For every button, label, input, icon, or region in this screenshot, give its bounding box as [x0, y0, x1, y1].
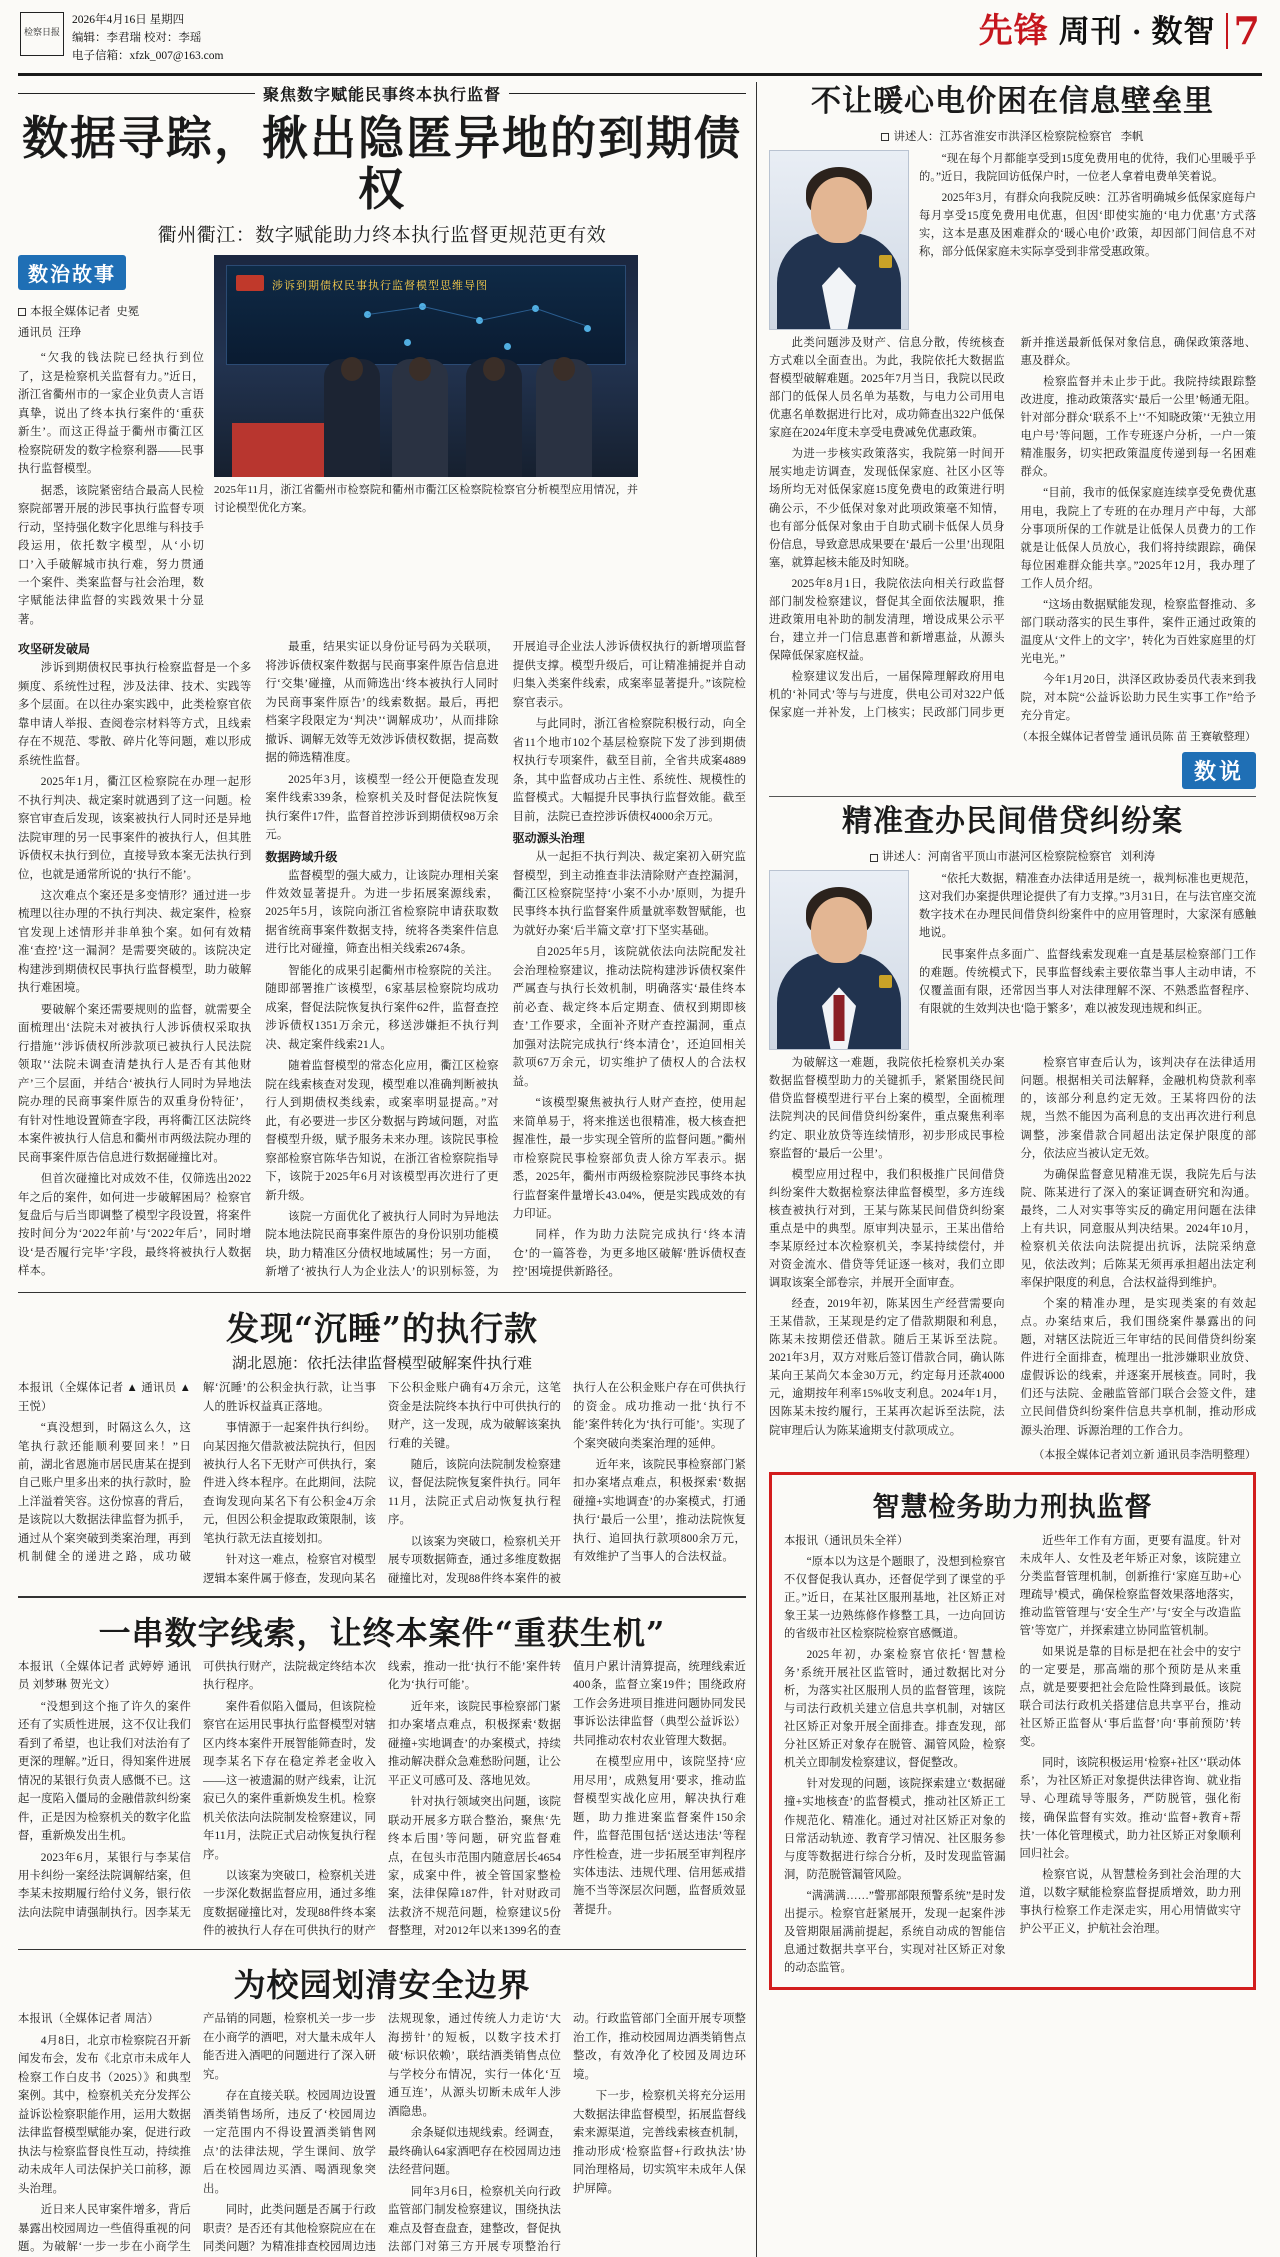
reporter-label: 本报全媒体记者: [30, 305, 111, 318]
lead-story-left: [18, 255, 204, 632]
paragraph: “原本以为这是个题眼了，没想到检察官不仅督促我认真办，还督促学到了课堂的乎正。”近日，在某社区服刑基地，社区矫正对象王某一边熟练修作修整工具，一边向回访的省级市社区检察院检察官感慨道。: [784, 1555, 1006, 1640]
right-article1-lead: [919, 150, 1256, 330]
brand-name-red: 先锋: [978, 11, 1049, 51]
right-article1-body: [769, 334, 1256, 725]
paragraph: 从一起拒不执行判决、裁定案初入研究监督模型，到主动推查非法清除财产查控漏洞，衢江区检察院坚持‘小案不小办’原则，为提升民事终本执行监督案件质量就率数智赋能，也为就好办案‘后半篇文章’打下坚实基础。: [512, 851, 746, 937]
redbox-byline: 本报讯（通讯员朱全祥）: [784, 1534, 909, 1547]
story4-headline: 为校园划清安全边界: [233, 1966, 531, 2005]
paragraph: 如果说是靠的目标是把在社会中的安宁的一定要是，那高端的那个预防是从来重点，就是要要把社会危险性降到最低。该院联合司法行政机关搭建信息共享平台，推动社区矫正监督从‘事后监督’向‘事前预防’转变。: [1019, 1645, 1241, 1749]
editor-credit: 编辑：李君瑞 校对：李瑶: [72, 31, 202, 44]
story2-subheadline: 湖北恩施：依托法律监督模型破解案件执行难: [231, 1356, 532, 1373]
portrait-tie: [834, 995, 845, 1041]
lead-body-columns: [18, 638, 746, 1283]
portrait-head: [811, 897, 867, 963]
portrait-badge-icon: [879, 975, 892, 988]
story-campus-safety: [18, 1960, 746, 2256]
paragraph: 2025年1月，衢江区检察院在办理一起形不执行判决、裁定案时就遇到了这一问题。检察官审查后发现，该案被执行人同时还是异地法院审理的另一民事案件的被执行人，但其胜诉债权未执行到位，直接导致本案无法执行到位，也就是通常所说的‘执行不能’。: [18, 776, 252, 881]
right-article1-speaker: [769, 128, 1256, 144]
story3-byline: 本报讯（全媒体记者 武婷婷 通讯员 刘梦琳 贺光文）: [18, 1660, 191, 1692]
graph-node-icon: [584, 325, 591, 332]
paragraph: 同时，该院积极运用‘检察+社区’‘联动体系’，为社区矫正对象提供法律咨询、就业指导、心理疏导等服务，严防脱管，强化衔接，确保监督有实效。推动‘监督+教育+帮扶’一体化管理模式，助力社区矫正对象顺利回归社会。: [1019, 1757, 1241, 1860]
bullet-square-icon: [870, 854, 878, 862]
paragraph: “现在每个月都能享受到15度免费用电的优待，我们心里暖乎乎的。”近日，我院回访低保户时，一位老人拿着电费单笑着说。: [919, 152, 1256, 183]
lead-subheadline: 衢州衢江：数字赋能助力终本执行监督更规范更有效: [157, 224, 607, 246]
paragraph: 检察官说，从智慧检务到社会治理的大道，以数字赋能检察监督提质增效，助力刑事执行检察工作走深走实，用心用情做实守护公平正义，护航社会治理。: [1019, 1868, 1241, 1935]
correspondent-label: 通讯员: [18, 326, 53, 339]
story-number-clues: [18, 1608, 746, 1941]
lead-sub-kicker: 攻坚研发破局: [18, 642, 91, 657]
photo-person: [536, 359, 592, 477]
right-article1-top: [769, 150, 1256, 330]
graph-node-icon: [404, 339, 411, 346]
story2-byline: 本报讯（全媒体记者 ▲ 通讯员 ▲ 王悦）: [18, 1382, 191, 1413]
person-head: [409, 357, 431, 381]
paragraph: 与此同时，浙江省检察院积极行动，向全省11个地市102个基层检察院下发了涉到期债权执行专项案件，截至目前，全省共成案4889条，其中监督成功占主性、系统性、规模性的监督模式。大幅提升民事执行监督效能。截至目前，法院已查控涉诉债权4000余万元。: [512, 718, 746, 823]
section-banner: [18, 82, 746, 105]
paragraph: 2025年初，办案检察官依托‘智慧检务’系统开展社区监管时，通过数据比对分析，为落实社区服刑人员的监督管理，该院与司法行政机关建立信息共享机制，对辖区社区矫正对象开展全面排查。排查发现，部分社区矫正对象存在脱管、漏管风险，检察机关立即制发检察建议，督促整改。: [784, 1648, 1006, 1770]
shuoshuo-badge: 数说: [1182, 752, 1256, 789]
paragraph: 监督模型的强大威力，让该院办理相关案件效效显著提升。为进一步拓展案源线索，2025年5月，该院向浙江省检察院申请获取数据省统商事案件数据支持，统将各类案件信息进行比对碰撞，筛查出相关线索2674条。: [265, 869, 499, 956]
paragraph: 该院一方面优化了被执行人同时为异地法院本地法院民商事案件原告的身份识别功能模块，助力精准区分债权地域属性；另一方面，新增了‘被执行人为企业法人’的识别标签，为开展追寻企业法人涉诉债权执行的新增项监督提供支撑。模型升级后，可让精准捕捉并自动归集入类案件线索，成案率显著提升。”该院检察官表示。: [265, 641, 746, 1279]
story-divider: [18, 1949, 746, 1951]
banner-text: 聚焦数字赋能民事终本执行监督: [263, 86, 502, 104]
paragraph: 2025年3月，有群众向我院反映：江苏省明确城乡低保家庭每户每月享受15度免费用电优惠，但因‘即使实施的‘电力优惠’方式落实，这本是惠及困难群众的‘暖心电价’政策，却因部门间信息不对称，部分低保家庭未实际享受到非常受惠政策。: [919, 192, 1256, 259]
paragraph: 为破解这一难题，我院依托检察机关办案数据监督模型助力的关键抓手，紧紧围绕民间借贷监督模型进行平台上案的模型，全面梳理法院判决的民间借贷纠纷案件，重点聚焦利率约定、职业放贷等连续情形，初步形成民事检察监督的‘最后一公里’。: [769, 1057, 1005, 1160]
speaker-portrait: [769, 150, 909, 330]
masthead-right: [978, 8, 1260, 53]
paragraph: 事情源于一起案件执行纠纷。向某因拖欠借款被法院执行，但因被执行人名下无财产可供执行，案件进入终本程序。在此期间，法院查询发现向某名下有公积金4万余元，但因公积金提取政策限制，该笔执行款无法直接划扣。: [203, 1422, 376, 1545]
paragraph: 但首次碰撞比对成效不佳，仅筛选出2022年之后的案件，如何进一步破解困局？检察官复盘后与后当即调整了模型字段设置，将案件按时间分为‘2022年前’与‘2022年后’，同时增设‘是否履行完毕’字段，最终将被执行人数据样本。: [18, 1173, 252, 1278]
paragraph: 涉诉到期债权民事执行检察监督是一个多频度、系统性过程，涉及法律、技术、实践等多个层面。在以往办案实践中，此类检察官依靠申请人举报、查阅卷宗材料等方式，且线索存在不规范、零散、碎片化等问题，难以形成系统性监督。: [18, 662, 252, 767]
page-grid: [14, 82, 1266, 2257]
paragraph: 随后，该院向法院制发检察建议，督促法院恢复案件执行。同年11月，法院正式启动恢复执行程序。: [388, 1458, 561, 1527]
paragraph: 2023年6月，某银行与李某信用卡纠纷一案经法院调解结案，但李某未按期履行给付义务，银行依法向法院申请强制执行。因李某无可供执行财产，法院裁定终结本次执行程序。: [18, 1660, 376, 1919]
right-article2-speaker: [769, 848, 1256, 864]
photo-person: [324, 359, 380, 477]
masthead-rule: [18, 73, 1262, 76]
paragraph: 近日来人民审案件增多，背后暴露出校园周边一些值得重视的问题。为破解‘一步一步在小商学生产品销的同题，检察机关一步一步在小商学的酒吧，对大量未成年人能否进入酒吧的问题进行了深入研究。: [18, 2013, 376, 2254]
paragraph: 自2025年5月，该院就依法向法院配发社会治理检察建议，推动法院构建涉诉债权案件严属查与执行长效机制，明确落实‘最佳终本前必查、裁定终本后定期查、债权到期即核查’工作要求，全面补齐财产查控漏洞，重点加强对法院完成执行‘终本清仓’，还迫回相关款项67万余元，切实维护了债权人的合法权益。: [512, 946, 746, 1088]
email-line: 电子信箱：xfzk_007@163.com: [72, 49, 224, 62]
paragraph: 2025年3月，该模型一经公开便隐查发现案件线索339条，检察机关及时督促法院恢复执行案件17件，监督首控涉诉到期债权98万余元。: [265, 773, 499, 842]
paragraph: 模型应用过程中，我们积极推广民间借贷纠纷案件大数据检察法律监督模型，多方连线核查被执行对到，王某与陈某民间借贷纠纷案重点是中的典型。原审判决显示，王某出借给李某原经过本次检察机关，李某持续偿付，并对资金流水、借贷等凭证逐一核对，我们立即调取该案全部卷宗，并展开全面审查。: [769, 1168, 1005, 1289]
portrait-head: [811, 177, 867, 243]
paragraph: 这次难点个案还是多变情形？通过进一步梳理以往办理的不执行判决、裁定案件，检察官发现上述情形并非单独个案。如何有效精准‘查控’这一漏洞？是需要突破的。该院决定构建涉到期债权民事执行监督模型，助力破解执行难困境。: [18, 890, 252, 995]
paragraph: 4月8日，北京市检察院召开新闻发布会，发布《北京市未成年人检察工作白皮书（2025）》和典型案例。其中，检察机关充分发挥公益诉讼检察职能作用，运用大数据法律监督模型赋能办案，促进行政执法与检察监督良性互动，持续推动未成年人司法保护关口前移，源头治理。: [18, 2034, 191, 2195]
banner-rule-left: [18, 93, 255, 95]
lead-headline: 数据寻踪，揪出隐匿异地的到期债权: [22, 110, 742, 217]
right-article2-headline: 精准查办民间借贷纠纷案: [842, 804, 1183, 840]
paragraph: 最重，结果实证以身份证号码为关联项，将涉诉债权案件数据与民商事案件原告信息进行‘交集’碰撞，从而筛选出‘终本被执行人同时为民商事案件原告’的线索数据。最后，再把档案字段限定为‘判决’‘调解成功’，从而排除撤诉、调解无效等无效涉诉债权数据，提高数据的筛选精准度。: [265, 641, 499, 765]
paragraph: 检察建议发出后，一届保障理解政府用电机的‘补同式’等与与进度，供电公司对322户低保家庭一并补发，上门核实；民政部门同步更新并推送最新低保对象信息，确保政策落地、惠及群众。: [769, 336, 1256, 720]
paragraph: 案件看似陷入僵局，但该院检察官在运用民事执行监督模型对辖区内终本案件开展智能筛查时，发现李某名下存在稳定养老金收入——这一被遗漏的财产线索，让沉寂已久的案件重新焕发生机。检察机关依法向法院制发检察建议，同年11月，法院正式启动恢复执行程序。: [203, 1700, 376, 1861]
bullet-square-icon: [881, 133, 889, 141]
paragraph: 据悉，该院紧密结合最高人民检察院部署开展的涉民事执行监督专项行动，坚持强化数字化思维与科技手段运用，依托数字模型，从‘小切口’入手破解城市执行难，努力贯通一个案件、类案监督与社会治理，数字赋能法律监督的实践效果十分显著。: [18, 484, 204, 626]
paragraph: “目前，我市的低保家庭连续享受免费优惠用电，我院上了专班的在办理月产中每，大部分事项所保的工作就是让低保人员费力的工作就是让低保人员放心，我们将持续跟踪，确保每位困难群众能共享。”2025年12月，我办理了工作人员介绍。: [1020, 487, 1256, 590]
story4-body: [18, 2010, 746, 2256]
paragraph: 为进一步核实政策落实，我院第一时间开展实地走访调查，发现低保家庭、社区小区等场所均无对低保家庭15度免费电的政策进行明确公示，不少低保对象对此项政策毫不知情，也有部分低保对象由于自助式刷卡低保人员身份信息，导致意思成果要在‘最后一公里’出现阻塞，就算起核未能及时知晓。: [769, 448, 1005, 569]
right-divider: [769, 796, 1256, 797]
paragraph: 以该案为突破口，检察机关开展专项数据筛查，通过多维度数据碰撞比对，发现88件终本案件的被执行人在公积金账户存在可供执行的资金。成功推动一批‘执行不能’案件转化为‘执行可能’。实现了个案突破向类案治理的延伸。: [388, 1382, 746, 1585]
page-number-rule: [1226, 13, 1228, 49]
speaker-portrait: [769, 870, 909, 1050]
paragraph: 存在直接关联。校园周边设置酒类销售场所，违反了‘校园周边一定范围内不得设置酒类销售网点’的法律法规，学生课间、放学后在校园周边买酒、喝酒现象突出。: [203, 2090, 376, 2195]
banner-rule-right: [509, 93, 746, 95]
paragraph: 检察监督并未止步于此。我院持续跟踪整改进度，推动政策落实‘最后一公里’畅通无阻。针对部分群众‘联系不上’‘不知晓政策’‘无独立用电户号’等问题，工作专班逐户分析，一户一策精准服务，切实把政策温度传递到每一名困难群众。: [1020, 376, 1256, 479]
paragraph: “真没想到，时隔这么久，这笔执行款还能顺利要回来！”日前，湖北省恩施市居民唐某在提到自己账户里多出来的执行款时，脸上洋溢着笑容。这份惊喜的背后，是该院以大数据法律监督为抓手，通过从个案突破到类案治理，再到机制健全的递进之路，成功破解‘沉睡’的公积金执行款，让当事人的胜诉权益真正落地。: [18, 1382, 376, 1564]
highlight-box: [769, 1472, 1256, 1991]
person-head: [483, 357, 505, 381]
paragraph: 经查，2019年初，陈某因生产经营需要向王某借款，王某现是约定了借款期限和利息，陈某未按期偿还借款。随后王某诉至法院。2021年3月，双方对账后签订借款合同，确认陈某向王某尚欠本金30万元，约定每月还款4000元，逾期按年利率15%收支利息。2024年1月，因陈某未按约履行，王某再次起诉至法院，法院审理后认为陈某逾期支付款项成立。: [769, 1298, 1005, 1437]
main-column: [18, 82, 746, 2257]
paragraph: 近些年工作有方面，更要有温度。针对未成年人、女性及老年矫正对象，该院建立分类监督管理机制，创新推行‘家庭互助+心理疏导’模式，确保检察监督效果落地落实，推动监管管理与‘安全生产’与‘安全与改造监管’等宽广，并探索建立协同监管机制。: [1019, 1534, 1241, 1637]
lead-story-top: [18, 255, 746, 632]
paragraph: 针对这一难点，检察官对模型逻辑本案件属于修查，发现向某名下公积金账户确有4万余元，这笔资金是法院终本执行中可供执行的财产，这一发现，成为破解该案执行难的关键。: [203, 1382, 561, 1585]
story3-headline: 一串数字线索，让终本案件“重获生机”: [98, 1613, 666, 1652]
story2-body: [18, 1379, 746, 1588]
paragraph: 近年来，该院民事检察部门紧扣办案堵点难点，积极探索‘数据碰撞+实地调查’的办案模式，持续推动解决群众急难愁盼问题，让公平正义可感可及、落地见效。: [388, 1700, 561, 1787]
paragraph: 针对发现的问题，该院探索建立‘数据碰撞+实地核查’的监督模式，推动社区矫正工作规范化、精准化。通过对社区矫正对象的日常活动轨迹、教育学习情况、社区服务参与度等数据进行综合分析，及时发现监管漏洞，防范脱管漏管风险。: [784, 1778, 1006, 1881]
page-number-wrap: [1226, 8, 1260, 53]
paragraph: “该模型聚焦被执行人财产查控，使用起来简单易于，将来推送也很精准，极大核查把握准性，最一步实现全管所的监督问题。”衢州市检察院民事检察部负责人徐方军表示。据悉，2025年，衢州市两级检察院涉民事终本执行监督案件量增长43.04%，便是实践成效的有力印证。: [512, 1097, 746, 1220]
story3-body: [18, 1658, 746, 1941]
right-article2-sign: （本报全媒体记者刘立新 通讯员李浩明整理）: [1033, 1448, 1256, 1461]
paragraph: 以该案为突破口，检察机关进一步深化数据监督应用，通过多维度数据碰撞比对，发现88件终本案件的被执行人存在可供执行的财产线索，推动一批‘执行不能’案件转化为‘执行可能’。: [203, 1660, 561, 1938]
paragraph: 智能化的成果引起衢州市检察院的关注。随即部署推广该模型，6家基层检察院均成功成案，督促法院恢复执行案件62件，监督查控涉诉债权1351万余元，移送涉嫌拒不执行判决、裁定案件线索21人。: [265, 964, 499, 1051]
correspondent-name: 汪琤: [58, 326, 82, 339]
speaker-label: 讲述人：河南省平顶山市湛河区检察院检察官: [881, 851, 1112, 864]
paragraph: 针对执行领域突出问题，该院联动开展多方联合整治，聚焦‘先终本后围’等问题，研究监督难点，在包头市范围内随意居长4654家，成案中件，被全管国家整检案，法律保障187件，针对财政司法救济不规范问题，检察建议5份督整理，对2012年以来1399名的查值月户累计清算提高，统理线索近400条，监督立案19件；围绕政府工作会务进项目推进问题协同发民事诉讼法律监督（典型公益诉讼）共同推动农村农业管理大数据。: [388, 1660, 746, 1938]
story4-byline: 本报讯（全媒体记者 周洁）: [18, 2013, 159, 2026]
paragraph: “没想到这个拖了许久的案件还有了实质性进展，这不仅让我们看到了希望，也让我们对法治有了更深的理解。”近日，得知案件进展情况的某银行负责人感慨不已。这起一度陷入僵局的金融借款纠纷案件，正是因为检察机关的数字化监督，重新焕发出生机。: [18, 1700, 191, 1843]
speaker-label: 讲述人：江苏省淮安市洪泽区检察院检察官: [893, 130, 1112, 143]
paragraph: 下一步，检察机关将充分运用大数据法律监督模型，拓展监督线索来源渠道，完善线索核查机制，推动形成‘检察监督+行政执法’协同治理格局，切实筑牢未成年人保护屏障。: [573, 2090, 746, 2195]
paragraph: 今年1月20日，洪泽区政协委员代表来到我院，对本院“公益诉讼助力民生实事工作”给予充分肯定。: [1020, 674, 1256, 723]
logo-text: 检察日报: [23, 28, 60, 39]
photo-emblem-icon: [236, 275, 264, 291]
lead-byline: [18, 302, 204, 343]
masthead-meta: [72, 12, 223, 65]
column-badge: 数治故事: [18, 255, 126, 290]
paragraph: “这场由数据赋能发现，检察监督推动、多部门联动落实的民生事件，案件正通过政策的温度从‘文件上的文字’，转化为百姓家庭里的灯光电光。”: [1020, 598, 1256, 665]
speaker-name: 刘利涛: [1120, 851, 1156, 864]
right-column: [756, 82, 1256, 2257]
photo-person: [392, 359, 448, 477]
paragraph: 2025年8月1日，我院依法向相关行政监督部门制发检察建议，督促其全面依法履职，推进政策用电补助的制发清理，增设成果公示平台，建立并一门信息惠普和新增惠益，从源头保障低保家庭权益。: [769, 577, 1005, 662]
lead-photo: [214, 255, 638, 477]
lead-story-body: [18, 638, 746, 1283]
masthead-left: [20, 12, 223, 65]
lead-sub-kicker: 数据跨域升级: [265, 849, 338, 864]
speaker-name: 李帆: [1120, 130, 1144, 143]
paragraph: 为确保监督意见精准无误，我院先后与法院、陈某进行了深入的案证调查研究和沟通。最终，二人对实事等实反的确定用问题在法律上有共识，同意服从判决结果。2024年10月，检察机关依法向法院提出抗诉，法院采纳意见，依法改判；后陈某无须再承担超出法定利率保护限度的利息，合法权益得到维护。: [1020, 1168, 1256, 1289]
newspaper-logo: [20, 12, 64, 56]
photo-screen-title: 涉诉到期债权民事执行监督模型思维导图: [272, 279, 488, 292]
paragraph: 要破解个案还需要规则的监督，就需要全面梳理出‘法院未对被执行人涉诉债权采取执行措施’‘涉诉债权所涉款项已被执行人民法院领取’‘法院未调查清楚执行人是否有其他财产’三个层面，并结合‘被执行人同时为异地法院办理的民商事案件原告的双重身份特征’，有针对性地设置筛查字段，再将衢江区法院终本案件被执行人信息和衢州市两级法院办理的民商事案件原告信息进行数据碰撞比对。: [18, 1003, 252, 1164]
paragraph: 同年3月6日，检察机关向行政监管部门制发检察建议，围绕执法难点及督查盘查，建整改，督促执法部门对第三方开展专项整治行动。行政监管部门全面开展专项整治工作，推动校园周边酒类销售点整改，有效净化了校园及周边环境。: [388, 2013, 746, 2254]
graph-node-icon: [504, 343, 511, 350]
right-article1-headline: 不让暖心电价困在信息壁垒里: [811, 83, 1214, 119]
page-number: 7: [1233, 8, 1260, 53]
person-head: [341, 357, 363, 381]
story2-headline: 发现“沉睡”的执行款: [226, 1309, 538, 1349]
paragraph: 个案的精准办理，是实现类案的有效起点。办案结束后，我们围绕案件暴露出的问题，对辖区法院近三年审结的民间借贷纠纷案件进行全面排查，梳理出一批涉嫌职业放贷、虚假诉讼的线索，并逐案开展核查。同时，我们还与法院、金融监管部门联合会签文件，建立民间借贷纠纷案件信息共享机制，推动形成源头治理、诉源治理的工作合力。: [1020, 1298, 1256, 1437]
brand-name-black: 周刊 · 数智: [1058, 13, 1216, 49]
reporter-name: 史冕: [116, 305, 140, 318]
redbox-body: [784, 1532, 1241, 1978]
paragraph: 同样，作为助力法院完成执行‘终本清仓’的一篇答卷，为更多地区破解‘胜诉债权查控’困境提供新路径。: [512, 1229, 746, 1279]
paragraph: “满满满……”警那部限预警系统”是时发出提示。检察官赶紧展开，发现一起案件涉及管期限届满前提起，系统自动成的智能信息通过数据共享平台，实现对社区矫正对象的动态监管。: [784, 1889, 1006, 1974]
paragraph: 随着监督模型的常态化应用，衢江区检察院在线索核查对发现，模型难以准确判断被执行人到期债权类线索，或案率明显提高。”对此，有必要进一步区分数据与跨域问题，对监督模型升级，赋予服务未来办理。该院民事检察部检察官陈华告知说，在浙江省检察院指导下，该院于2025年6月对该模型再次进行了更新升级。: [265, 1060, 499, 1202]
person-head: [553, 357, 575, 381]
right-article2-top: [769, 870, 1256, 1050]
lead-photo-wrap: [214, 255, 638, 632]
paragraph: 民事案件点多面广、监督线索发现难一直是基层检察部门工作的难题。传统模式下，民事监督线索主要依靠当事人主动申请，不仅覆盖面有限，还常因当事人对法律理解不深、不熟悉监督程序、有限就的生效判决也‘隐于繁多’，难以被发现违规和纠正。: [919, 948, 1256, 1015]
right-article1-sign: （本报全媒体记者曾莹 通讯员陈 苗 王赛敏整理）: [1016, 731, 1256, 744]
paragraph: 同时，此类问题是否属于行政职责？是否还有其他检察院应在在同类问题？为精准排查校园周边违法规现象，通过传统人力走访‘大海捞针’的短板，以数字技术打破‘标识依赖’，联结酒类销售点位与学校分布情况，实行一体化‘互通互连’，从源头切断未成年人涉酒隐患。: [203, 2013, 561, 2254]
paragraph: 近年来，该院民事检察部门紧扣办案堵点难点，积极探索‘数据碰撞+实地调查’的办案模式，打通执行‘最后一公里’，推动法院恢复执行、追回执行款项800余万元，有效维护了当事人的合法权益。: [573, 1458, 746, 1564]
story-divider: [18, 1596, 746, 1598]
paragraph: 在模型应用中，该院坚持‘应用尽用’，成熟复用‘要求，推动监督模型实战化应用，解决执行难题，助力推进案监督案件150余件，监督范围包括‘送达违法’等程序性检查，进一步拓展至审判程序实体违法、违规代理、信用惩戒措施不当等深层次问题，监督质效显著提升。: [573, 1756, 746, 1916]
portrait-badge-icon: [879, 255, 892, 268]
paragraph: “依托大数据，精准查办法律适用是统一，裁判标准也更规范，这对我们办案提供理论提供了有力支撑。”3月31日，在与法官座交流数字技术在办理民间借贷纠纷案件中的应用管理时，大家深有感触地说。: [919, 873, 1256, 940]
paragraph: 余条疑似违规线索。经调查，最终确认64家酒吧存在校园周边违法经营问题。: [388, 2127, 561, 2177]
paragraph: 检察官审查后认为，该判决存在法律适用问题。根据相关司法解释，金融机构贷款利率的，该部分利息约定无效。王某将四份的法规，当然不能因为高利息的支出再次进行利息调整，涉案借款合同超出法定保护限度的部分，依法应当被认定无效。: [1020, 1057, 1256, 1160]
bullet-square-icon: [18, 308, 26, 316]
paragraph: 此类问题涉及财产、信息分散，传统核查方式难以全面查出。为此，我院依托大数据监督模型破解难题。2025年7月当日，我院以民政部门的低保人员名单为基数，与电力公司用电优惠名单数据进行比对，成功筛查出322户低保家庭在2024年度未享受电费减免优惠政策。: [769, 336, 1005, 440]
photo-caption: 2025年11月，浙江省衢州市检察院和衢州市衢江区检察院检察官分析模型应用情况，并讨论模型优化方案。: [214, 483, 638, 514]
story-divider: [18, 1292, 746, 1294]
right-article2-body: [769, 1054, 1256, 1442]
right-article2-lead: [919, 870, 1256, 1050]
redbox-headline: 智慧检务助力刑执监督: [872, 1491, 1153, 1523]
lead-sub-kicker: 驱动源头治理: [512, 831, 585, 846]
shuoshuo-wrap: [769, 752, 1256, 789]
photo-person: [466, 359, 522, 477]
masthead: [14, 8, 1266, 71]
story-sleeping-funds: [18, 1303, 746, 1588]
lead-col1-text: [18, 349, 204, 629]
paragraph: “欠我的钱法院已经执行到位了，这是检察机关监督有力。”近日，浙江省衢州市的一家企业负责人言语真挚，说出了终本执行案件的‘重获新生’。而这正得益于衢州市衢江区检察院研发的数字检察利器——民事执行监督模型。: [18, 352, 204, 476]
issue-date: 2026年4月16日 星期四: [72, 14, 185, 26]
